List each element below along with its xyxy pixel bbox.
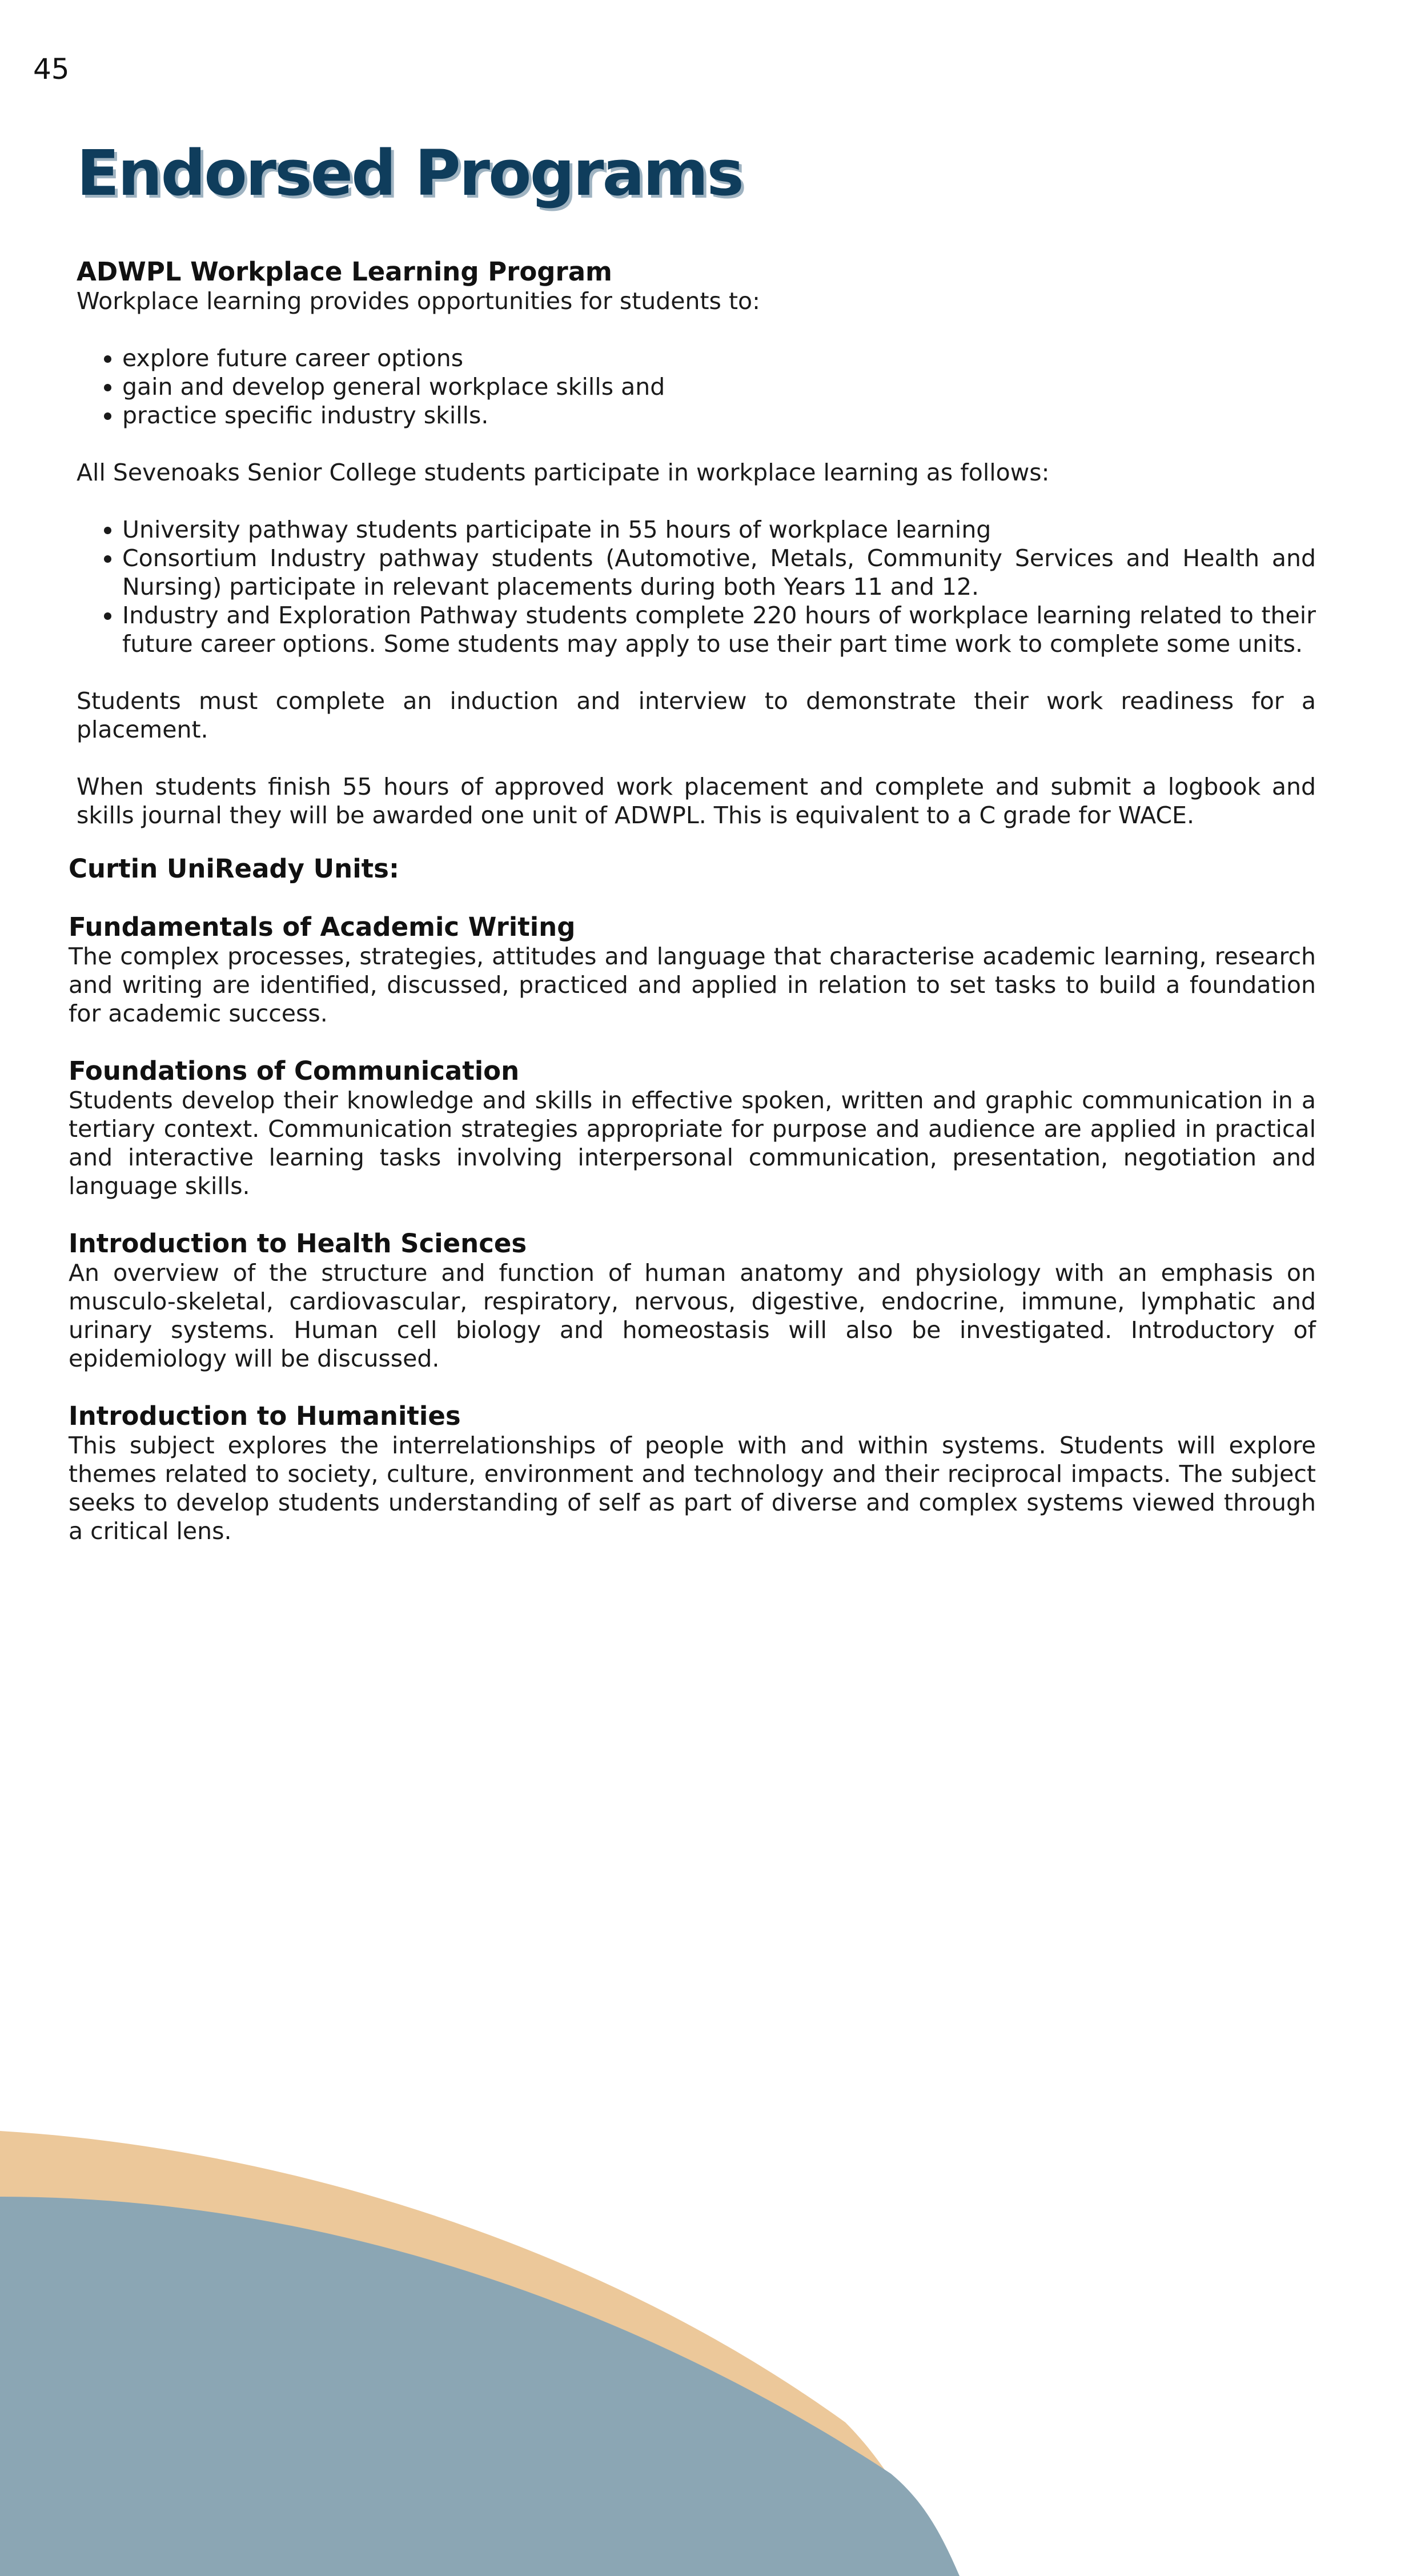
page-title: Endorsed Programs [77,137,742,210]
unit-title: Fundamentals of Academic Writing [69,912,576,942]
unit-description: This subject explores the interrelationships of people with and within systems. Students will explore themes related to society, culture, environment and technology and their reciprocal impacts. The subject seeks to develop students understanding of self as part of diverse and complex systems viewed through a critical lens. [69,1432,1316,1545]
list-item: • practice specific industry skills. [122,401,1316,430]
unit-communication [69,1056,1316,1200]
curtin-heading: Curtin UniReady Units: [69,854,399,884]
list-item: • explore future career options [122,344,1316,372]
unit-academic-writing [69,912,1316,1028]
adwpl-heading: ADWPL Workplace Learning Program [77,257,612,287]
adwpl-section [77,257,1316,830]
list-item: • University pathway students participate in 55 hours of workplace learning [122,515,1316,544]
participation-intro: All Sevenoaks Senior College students participate in workplace learning as follows: [77,459,1050,486]
list-item: • Consortium Industry pathway students (Automotive, Metals, Community Services and Health and Nursing) participate in relevant placements during both Years 11 and 12. [122,544,1316,601]
adwpl-intro: Workplace learning provides opportunities for students to: [77,287,760,315]
adwpl-opportunity-list [77,344,1316,430]
induction-text: Students must complete an induction and interview to demonstrate their work readiness for a placement. [77,687,1316,743]
list-item: • Industry and Exploration Pathway students complete 220 hours of workplace learning related to their future career options. Some students may apply to use their part time work to complete some units. [122,601,1316,658]
list-item: • gain and develop general workplace skills and [122,372,1316,401]
page-number: 45 [33,53,70,86]
curtin-section [69,854,1316,1545]
unit-title: Introduction to Humanities [69,1401,461,1431]
unit-humanities [69,1401,1316,1545]
award-text: When students finish 55 hours of approved work placement and complete and submit a logbook and skills journal they will be awarded one unit of ADWPL. This is equivalent to a C grade for WACE. [77,773,1316,829]
decorative-waves [0,2102,1417,2576]
pathway-list [77,515,1316,658]
unit-description: The complex processes, strategies, attitudes and language that characterise academic learning, research and writing are identified, discussed, practiced and applied in relation to set tasks to build a foundation for academic success. [69,943,1316,1027]
unit-description: Students develop their knowledge and skills in effective spoken, written and graphic communication in a tertiary context. Communication strategies appropriate for purpose and audience are applied in practical and interactive learning tasks involving interpersonal communication, presentation, negotiation and language skills. [69,1087,1316,1200]
unit-description: An overview of the structure and function of human anatomy and physiology with an emphasis on musculo-skeletal, cardiovascular, respiratory, nervous, digestive, endocrine, immune, lymphatic and urinary systems. Human cell biology and homeostasis will also be investigated. Introductory of epidemiology will be discussed. [69,1259,1316,1372]
unit-title: Introduction to Health Sciences [69,1228,527,1259]
unit-title: Foundations of Communication [69,1056,520,1086]
unit-health-sciences [69,1229,1316,1373]
